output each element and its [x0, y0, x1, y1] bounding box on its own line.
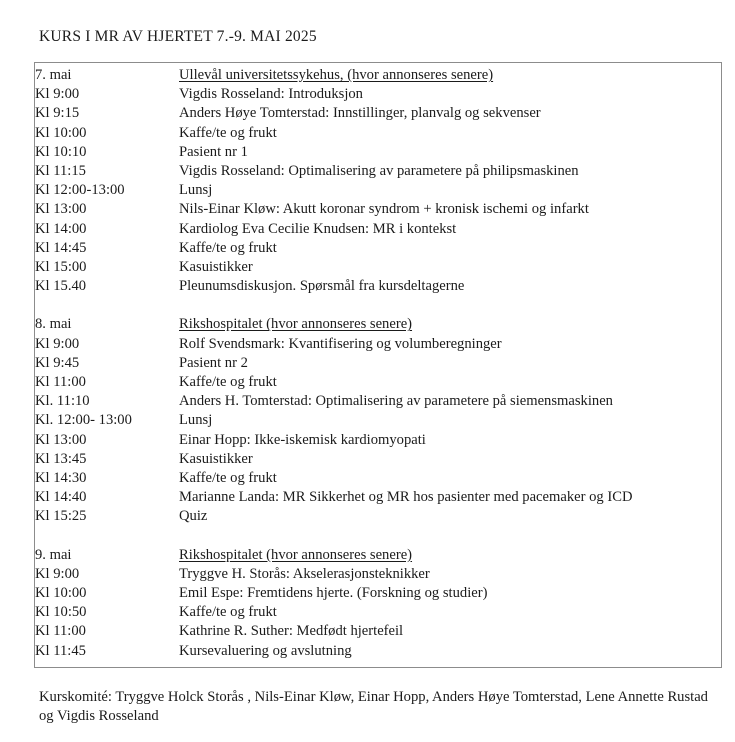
- session-description: Nils-Einar Kløw: Akutt koronar syndrom + kronisk ischemi og infarkt: [179, 201, 589, 218]
- session-time: Kl 13:00: [35, 201, 87, 218]
- table-pad-row-bottom: [35, 661, 721, 667]
- session-description: Marianne Landa: MR Sikkerhet og MR hos pasienter med pacemaker og ICD: [179, 489, 633, 506]
- day-date-label: 8. mai: [35, 316, 72, 333]
- day-venue-label: Ullevål universitetssykehus, (hvor annonseres senere): [179, 67, 494, 83]
- schedule-spacer-row: [35, 527, 179, 546]
- session-description: Tryggve H. Storås: Akselerasjonsteknikker: [179, 565, 430, 582]
- session-description: Pleunumsdiskusjon. Spørsmål fra kursdeltagerne: [179, 278, 465, 295]
- day-date-label: 9. mai: [35, 546, 72, 563]
- session-description: Lunsj: [179, 412, 213, 429]
- session-description: Kasuistikker: [179, 258, 253, 275]
- schedule-spacer-row: [35, 296, 179, 315]
- session-description: Einar Hopp: Ikke-iskemisk kardiomyopati: [179, 431, 426, 448]
- day-venue-label: Rikshospitalet (hvor annonseres senere): [179, 546, 413, 563]
- session-time: Kl 14:45: [35, 239, 87, 256]
- schedule-spacer-row: [179, 527, 721, 546]
- session-description: Kathrine R. Suther: Medfødt hjertefeil: [179, 623, 404, 640]
- session-time: Kl 11:45: [35, 642, 86, 659]
- session-time: Kl 9:00: [35, 86, 80, 103]
- session-description: Pasient nr 2: [179, 354, 248, 371]
- session-time: Kl 10:10: [35, 143, 87, 160]
- session-time: Kl 9:15: [35, 105, 80, 122]
- session-time: Kl 15:25: [35, 508, 87, 525]
- session-description: Emil Espe: Fremtidens hjerte. (Forskning og studier): [179, 585, 488, 602]
- description-column-content: [179, 66, 721, 661]
- session-description: Kaffe/te og frukt: [179, 374, 277, 390]
- schedule-table: [34, 62, 722, 668]
- day-venue-row: [179, 546, 721, 565]
- table-pad-bottom-desc: [179, 661, 721, 667]
- session-description: Kardiolog Eva Cecilie Knudsen: MR i kontekst: [179, 220, 457, 237]
- session-time: Kl 10:50: [35, 604, 87, 621]
- schedule-table-inner: [35, 63, 721, 667]
- table-pad-bottom-time: [35, 661, 179, 667]
- day-date-label: 7. mai: [35, 67, 72, 83]
- session-time: Kl 13:45: [35, 450, 87, 467]
- session-time: Kl 15:00: [35, 258, 87, 275]
- session-time: Kl 9:00: [35, 565, 80, 582]
- session-description: Kaffe/te og frukt: [179, 604, 277, 621]
- time-column-content: [35, 66, 179, 661]
- session-time: Kl 10:00: [35, 585, 87, 602]
- session-description: Kaffe/te og frukt: [179, 124, 277, 141]
- session-description: Rolf Svendsmark: Kvantifisering og volumberegninger: [179, 335, 502, 352]
- session-time: Kl. 11:10: [35, 393, 90, 410]
- day-venue-label: Rikshospitalet (hvor annonseres senere): [179, 316, 413, 333]
- session-time: Kl 11:00: [35, 374, 86, 390]
- course-committee-note: Kurskomité: Tryggve Holck Storås , Nils-Einar Kløw, Einar Hopp, Anders Høye Tomterstad, Lene Annette Rustad og Vigdis Rosseland: [39, 689, 708, 725]
- session-description: Kasuistikker: [179, 450, 253, 467]
- schedule-table-body: [35, 63, 721, 667]
- session-description: Anders H. Tomterstad: Optimalisering av parametere på siemensmaskinen: [179, 393, 613, 410]
- day-venue-row: [179, 66, 721, 85]
- session-time: Kl 14:40: [35, 489, 87, 506]
- session-description: Lunsj: [179, 182, 213, 199]
- time-column: [35, 66, 179, 661]
- session-description: Kursevaluering og avslutning: [179, 642, 352, 659]
- day-venue-row: [179, 315, 721, 334]
- session-time: Kl 12:00-13:00: [35, 182, 125, 199]
- session-description: Kaffe/te og frukt: [179, 469, 277, 486]
- session-time: Kl 9:45: [35, 354, 80, 371]
- session-description: Pasient nr 1: [179, 143, 248, 160]
- session-time: Kl 11:00: [35, 623, 86, 640]
- session-time: Kl 15.40: [35, 278, 87, 295]
- session-description: Quiz: [179, 508, 208, 525]
- session-time: Kl 14:30: [35, 469, 87, 486]
- description-column: [179, 66, 721, 661]
- session-time: Kl 11:15: [35, 162, 86, 179]
- session-time: Kl 9:00: [35, 335, 80, 352]
- session-description: Anders Høye Tomterstad: Innstillinger, planvalg og sekvenser: [179, 105, 541, 122]
- schedule-spacer-row: [179, 296, 721, 315]
- page-title: KURS I MR AV HJERTET 7.-9. MAI 2025: [39, 28, 317, 45]
- session-time: Kl. 12:00- 13:00: [35, 412, 132, 429]
- session-time: Kl 13:00: [35, 431, 87, 448]
- session-description: Vigdis Rosseland: Introduksjon: [179, 86, 363, 103]
- table-row: [35, 66, 721, 661]
- session-description: Vigdis Rosseland: Optimalisering av parametere på philipsmaskinen: [179, 162, 579, 179]
- session-time: Kl 14:00: [35, 220, 87, 237]
- session-time: Kl 10:00: [35, 124, 87, 141]
- session-description: Kaffe/te og frukt: [179, 239, 277, 256]
